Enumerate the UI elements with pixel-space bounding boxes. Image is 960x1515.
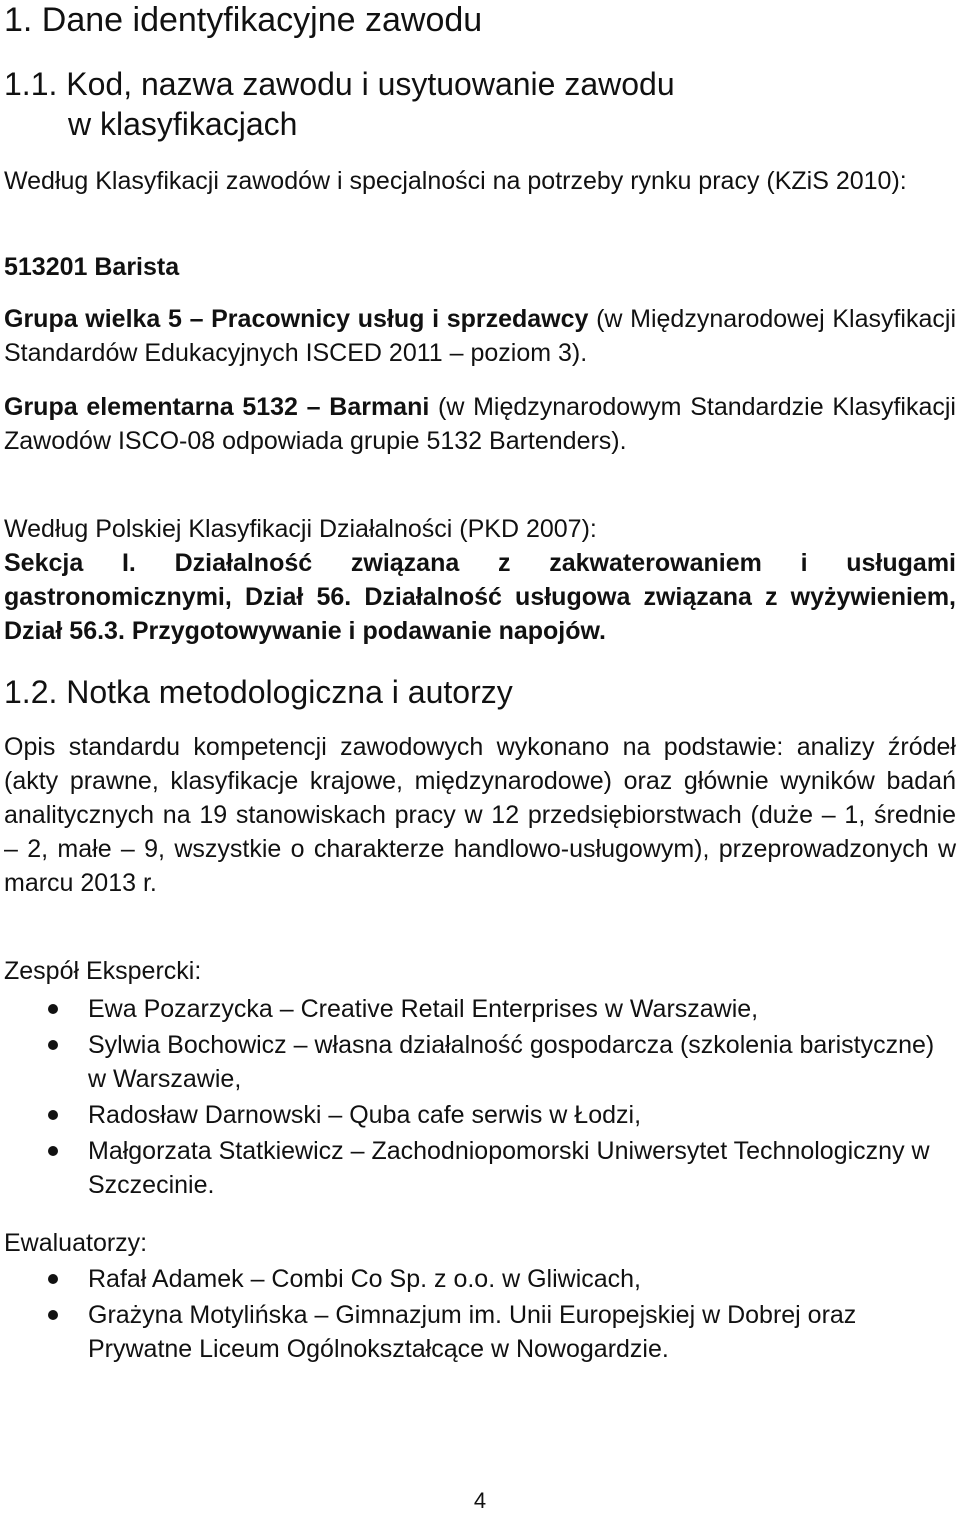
bullet-icon (48, 1310, 58, 1320)
expert-text: Ewa Pozarzycka – Creative Retail Enterprises w Warszawie, (88, 995, 759, 1023)
pkd-intro: Według Polskiej Klasyfikacji Działalności (PKD 2007): (4, 515, 597, 543)
evaluator-text: Rafał Adamek – Combi Co Sp. z o.o. w Gliwicach, (88, 1265, 642, 1293)
group-large-paragraph (4, 302, 956, 370)
kzis-intro: Według Klasyfikacji zawodów i specjalności na potrzeby rynku pracy (KZiS 2010): (4, 167, 907, 195)
experts-list (4, 992, 956, 1204)
profession-code-name: 513201 Barista (4, 253, 180, 281)
evaluators-label: Ewaluatorzy: (4, 1229, 148, 1257)
bullet-icon (48, 1110, 58, 1120)
section-heading-1: 1. Dane identyfikacyjne zawodu (4, 1, 483, 39)
evaluator-text: Grażyna Motylińska – Gimnazjum im. Unii Europejskiej w Dobrej oraz Prywatne Liceum Ogólnokształcące w Nowogardzie. (88, 1301, 857, 1363)
page-number: 4 (473, 1488, 487, 1513)
expert-text: Małgorzata Statkiewicz – Zachodniopomorski Uniwersytet Technologiczny w Szczecinie. (88, 1137, 930, 1199)
methodology-paragraph: Opis standardu kompetencji zawodowych wykonano na podstawie: analizy źródeł (akty prawne, klasyfikacje krajowe, międzynarodowe) oraz głównie wyników badań analitycznych na 19 stanowiskach pracy w 12 przedsiębiorstwach (duże – 1, średnie – 2, małe – 9, wszystkie o charakterze handlowo-usługowym), przeprowadzonych w marcu 2013 r. (4, 733, 956, 897)
group-large-rest: (w Międzynarodowej Klasyfikacji Standardów Edukacyjnych ISCED 2011 – poziom 3). (4, 305, 956, 367)
group-large-label: Grupa wielka 5 – Pracownicy usług i sprzedawcy (4, 305, 589, 333)
list-item (4, 1298, 956, 1366)
experts-label: Zespół Ekspercki: (4, 957, 202, 985)
heading-1-1-line1: 1.1. Kod, nazwa zawodu i usytuowanie zawodu (4, 66, 675, 102)
expert-text: Sylwia Bochowicz – własna działalność gospodarcza (szkolenia baristyczne) w Warszawie, (88, 1031, 935, 1093)
list-item (4, 1134, 956, 1202)
list-item (4, 1028, 956, 1096)
pkd-section: Sekcja I. Działalność związana z zakwaterowaniem i usługami gastronomicznymi, Dział 56. Działalność usługowa związana z wyżywieniem, Dział 56.3. Przygotowywanie i podawanie napojów. (4, 549, 956, 645)
expert-text: Radosław Darnowski – Quba cafe serwis w Łodzi, (88, 1101, 642, 1129)
list-item (4, 992, 956, 1026)
section-heading-1-1 (4, 64, 675, 144)
bullet-icon (48, 1274, 58, 1284)
group-elementary-label: Grupa elementarna 5132 – Barmani (4, 393, 430, 421)
list-item (4, 1262, 956, 1296)
evaluators-list (4, 1262, 956, 1368)
bullet-icon (48, 1146, 58, 1156)
group-elementary-rest: (w Międzynarodowym Standardzie Klasyfikacji Zawodów ISCO-08 odpowiada grupie 5132 Bartenders). (4, 393, 956, 455)
bullet-icon (48, 1004, 58, 1014)
bullet-icon (48, 1040, 58, 1050)
list-item (4, 1098, 956, 1132)
heading-1-1-line2: w klasyfikacjach (68, 106, 298, 142)
section-heading-1-2: 1.2. Notka metodologiczna i autorzy (4, 674, 513, 710)
group-elementary-paragraph (4, 390, 956, 458)
